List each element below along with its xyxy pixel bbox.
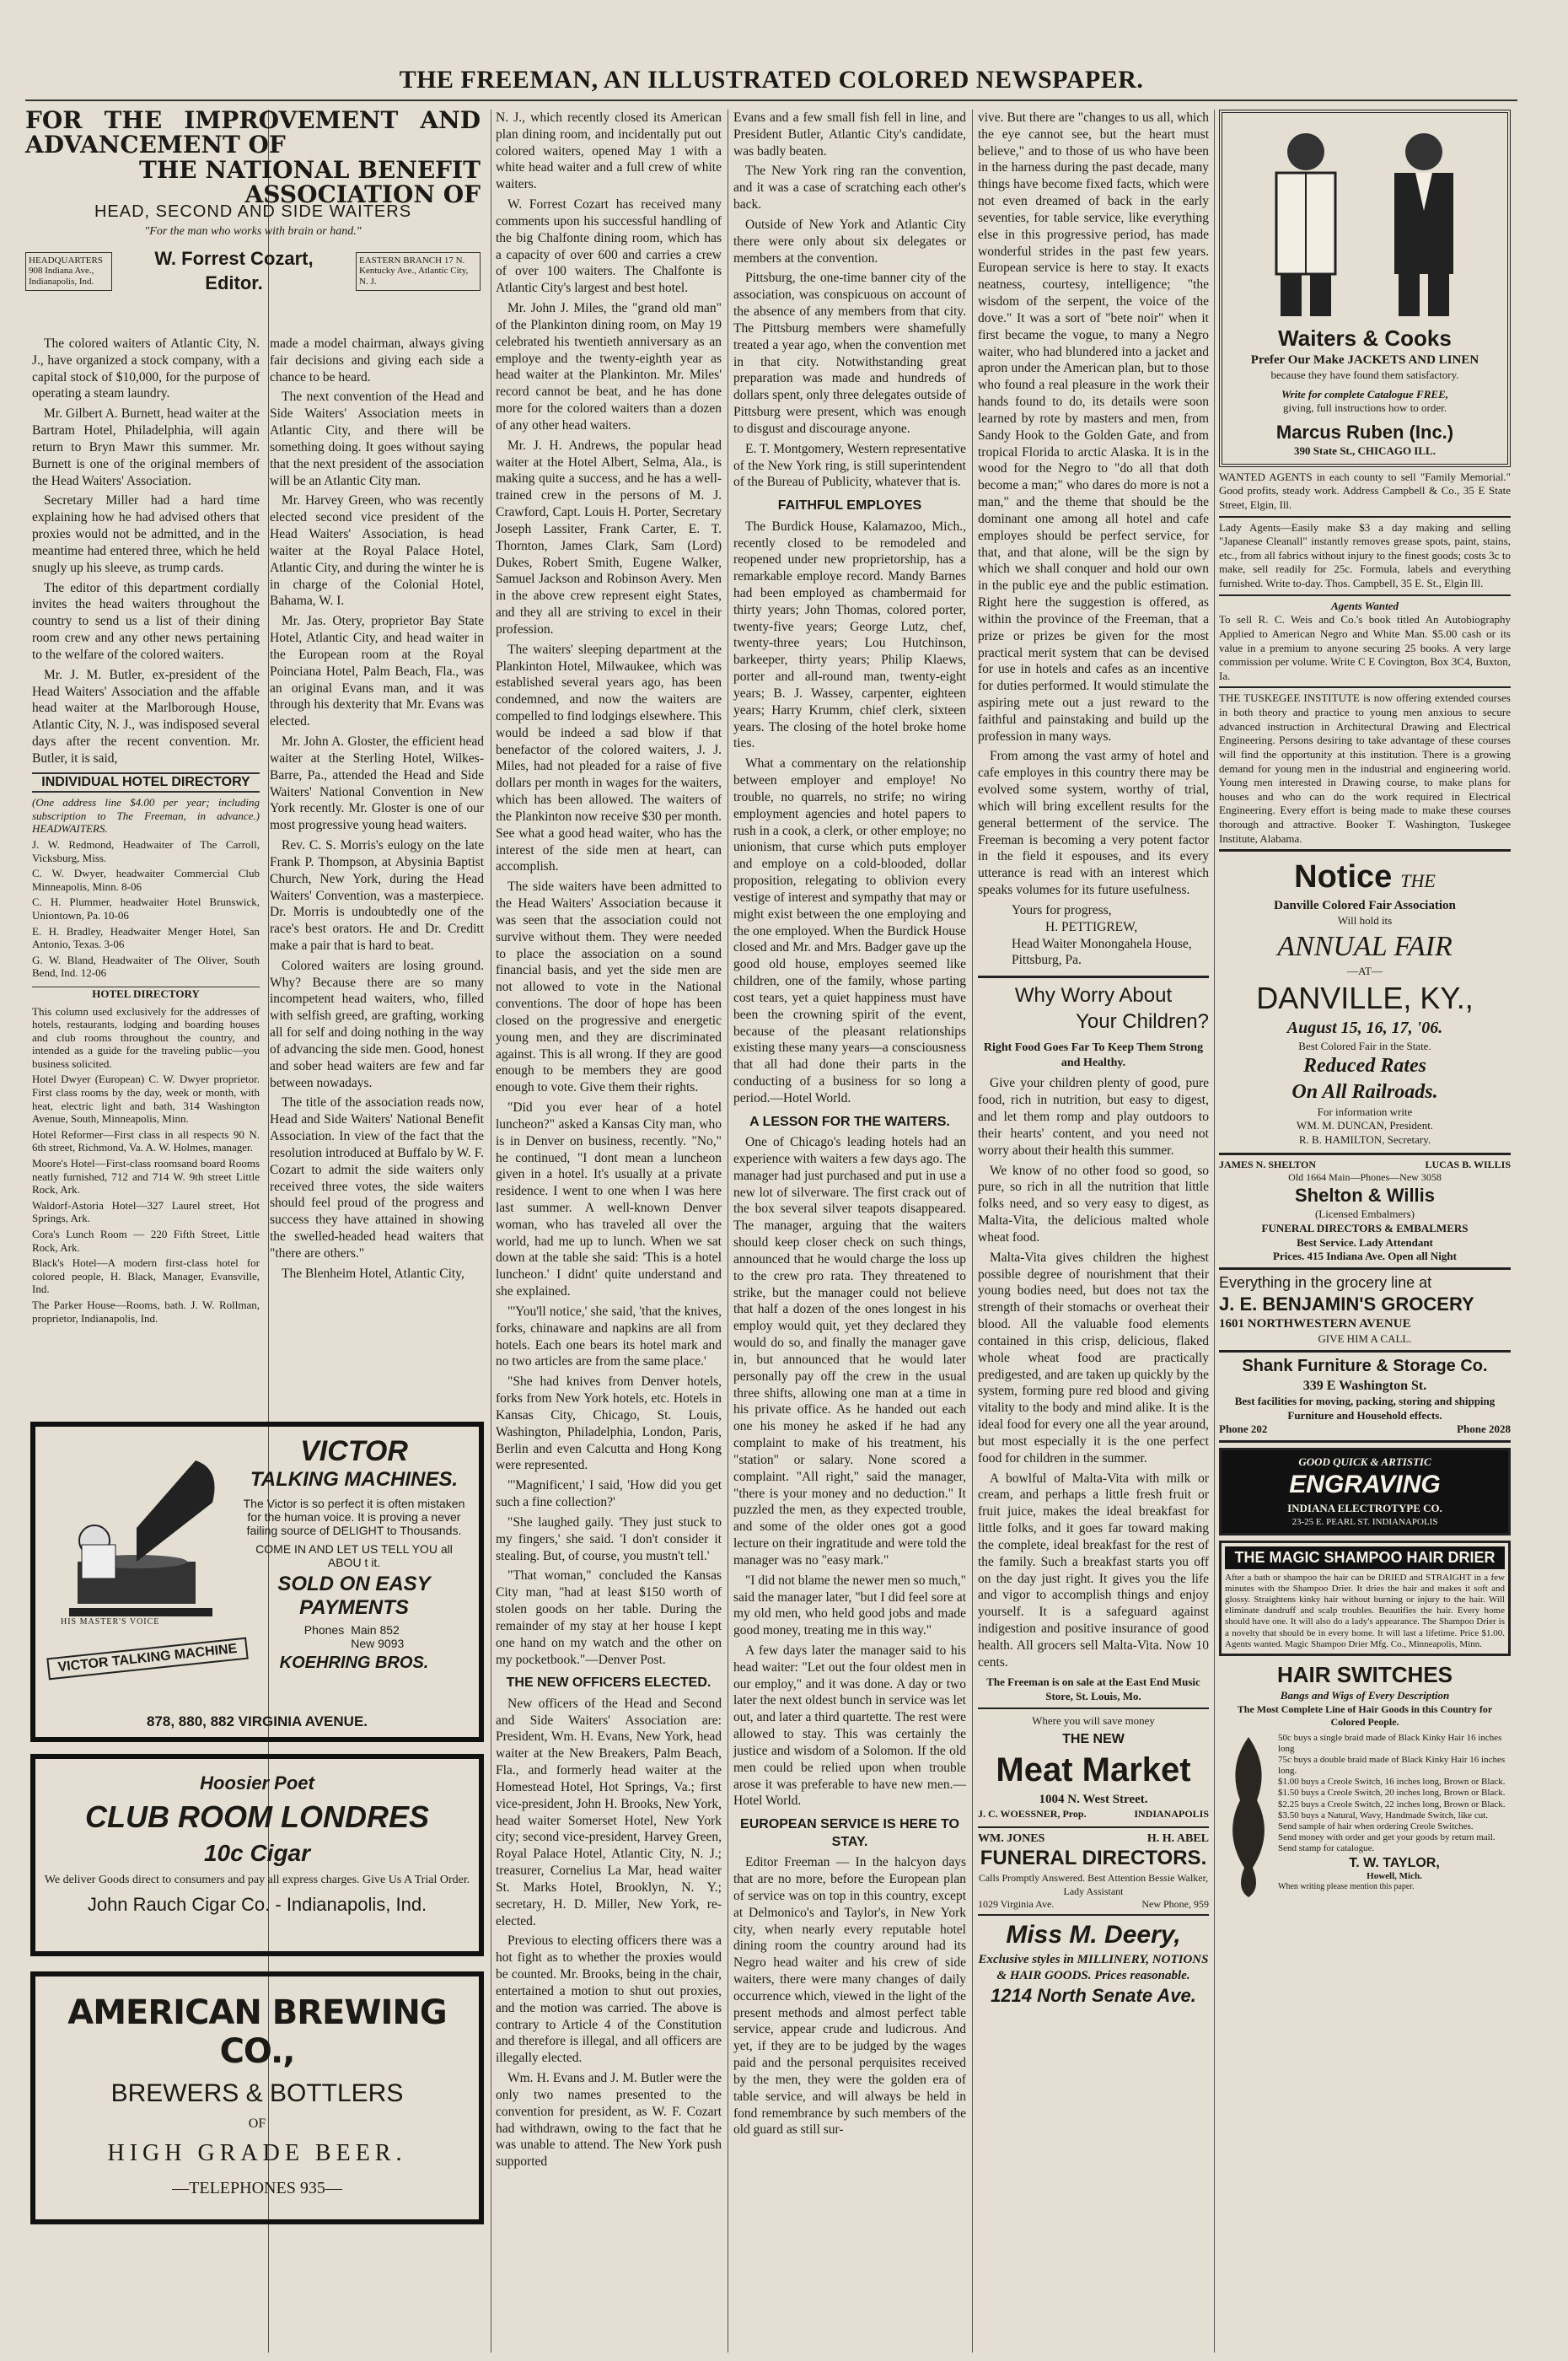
engraving-address: 23-25 E. PEARL ST. INDIANAPOLIS — [1291, 1516, 1438, 1527]
shampoo-description: After a bath or shampoo the hair can be DRIED and STRAIGHT in a few minutes with the Shampoo Drier. It dries the hair and makes it soft and glossy. Straightens kinky hair without burning or injury to the hair. Will eliminate dandruff and scalp troubles. Beautifies the hair. Every home should have one. It will also do a lady's appearance. The Shampoo Drier is a novelty that should be in every home. It will last a lifetime. Price $1.00. Agents wanted. Magic Shampoo Drier Mfg. Co., Minneapolis, Minn. — [1225, 1572, 1505, 1649]
eastern-branch-box: EASTERN BRANCH 17 N. Kentucky Ave., Atlantic City, N. J. — [356, 252, 481, 291]
individual-directory — [32, 796, 260, 980]
malta-vita-ad — [978, 976, 1209, 1670]
funeral-title: FUNERAL DIRECTORS. — [980, 1847, 1207, 1870]
directory-entry: C. H. Plummer, headwaiter Hotel Brunswick, Uniontown, Pa. 10-06 — [32, 895, 260, 922]
article-paragraph: The waiters' sleeping department at the Plankinton Hotel, Milwaukee, which was established several years ago, has been condemned, and now the waiters are compelled to find lodgings elsewhere. This would be indeed a sad blow if that benefactor of the colored waiters, J. J. Miles, had not pleaded for a raise of five dollars per month in wages for the waiters, which has been allowed. The waiters of the Plankinton now receive $30 per month. See what a good head waiter, who has the interest of the side men at heart, can accomplish. — [496, 642, 722, 874]
funeral-name-2: H. H. ABEL — [1146, 1831, 1209, 1845]
article-heading: FAITHFUL EMPLOYES — [777, 498, 922, 514]
hotel-entry: Hotel Dwyer (European) C. W. Dwyer proprietor. First class rooms by the day, week or month, with heat, electric light and bath, 314 Washington Avenue, South, Minneapolis, Minn. — [32, 1073, 260, 1126]
hair-line: The Most Complete Line of Hair Goods in this Country for Colored People. — [1237, 1702, 1493, 1729]
cigar-ad — [30, 1754, 484, 1956]
article-paragraph: Mr. Harvey Green, who was recently elected second vice president of the Head Waiters' Association, is head waiter at the Royal Palace Hotel, Atlantic City, and during the winter he is in charge of the Colonial Hotel, Bahama, W. I. — [270, 493, 484, 609]
hair-switch-icon — [1219, 1733, 1278, 1901]
engraving-tagline: GOOD QUICK & ARTISTIC — [1298, 1455, 1431, 1468]
signature-title: Head Waiter Monongahela House, Pittsburg, Pa. — [1012, 936, 1192, 968]
article-heading: A LESSON FOR THE WAITERS. — [749, 1114, 950, 1129]
brewing-ad — [30, 1971, 484, 2224]
article-paragraph: Evans and a few small fish fell in line, and President Butler, Atlantic City's candidate, was badly beaten. — [733, 110, 966, 159]
waiters-cooks-title: Waiters & Cooks — [1278, 325, 1452, 351]
article-paragraph: The Burdick House, Kalamazoo, Mich., recently closed to be remodeled and reopened under new proprietorship, has a remarkable employe record. Mandy Barnes had been employed as chambermaid for thirty years; John Thomas, colored porter, twenty-five years; George Lutz, chef, twenty-three years; Lou Hutchinson, barkeeper, thirty years; Philip Klaews, porter and all-round man, twenty-eight years; B. J. Wassey, carpenter, eighteen years; Harry Krumm, chief clerk, sixteen years. The closing of the hotel broke home ties. — [733, 519, 966, 751]
hair-seller-city: Howell, Mich. — [1367, 1870, 1422, 1881]
sw-service: Best Service. Lady Attendant — [1297, 1235, 1433, 1249]
column-rule — [1214, 110, 1215, 2353]
masthead: THE FREEMAN, AN ILLUSTRATED COLORED NEWSPAPER. — [25, 66, 1517, 101]
shank-address: 339 E Washington St. — [1302, 1378, 1427, 1393]
meat-market-ad — [978, 1714, 1209, 1828]
phone-new: New 9093 — [351, 1637, 405, 1650]
article-paragraph: Editor Freeman — In the halcyon days that are no more, before the European plan of service was on top in this country, except at Delmonico's and Taylor's, in New York city, when nearly every reputable hotel dining room the country around had its Negro head waiter and his crew of side waiters, there were many changes of daily occurrence which, viewed in the light of the present methods and almost perfect table service, appear crude and ludicrous. And yet, if they are to be judged by the wages paid and the personal perquisites received by the men, they were the golden era of table service, and will always be held in fond remembrance by such members of the old guard as still sur- — [733, 1855, 966, 2138]
grocery-tagline: Everything in the grocery line at — [1219, 1273, 1432, 1291]
his-masters-voice-caption: HIS MASTER'S VOICE — [61, 1617, 160, 1627]
shank-description: Best facilities for moving, packing, storing and shipping Furniture and Household effects. — [1234, 1394, 1496, 1422]
hair-item: $2.25 buys a Creole Switch, 22 inches long, Brown or Black. — [1278, 1799, 1506, 1810]
article-paragraph: The colored waiters of Atlantic City, N. J., have organized a stock company, with a capital stock of $10,000, for the purpose of operating a steam laundry. — [32, 336, 260, 401]
agents-wanted-title: Agents Wanted — [1330, 599, 1399, 612]
cigar-delivery-note: We deliver Goods direct to consumers and pay all express charges. Give Us A Trial Order. — [44, 1874, 470, 1886]
victor-title: VICTOR — [300, 1435, 408, 1467]
danville-fair-ad — [1219, 852, 1511, 1154]
hotel-entry: Waldorf-Astoria Hotel—327 Laurel street, Hot Springs, Ark. — [32, 1198, 260, 1225]
article-paragraph: Mr. John A. Gloster, the efficient head waiter at the Sterling Hotel, Wilkes-Barre, Pa., attended the Head and Side Waiters' National Convention in New York recently. Mr. Gloster is one of our most progressive young head waiters. — [270, 734, 484, 833]
directory-entry: C. W. Dwyer, headwaiter Commercial Club Minneapolis, Minn. 8-06 — [32, 867, 260, 893]
article-paragraph: Previous to electing officers there was a hot fight as to whether the proxies would be counted. Mr. Brooks, being in the chair, entertained a motion to shut out proxies, and the motion was carried. The above is contrary to Article 4 of the Constitution and therefore is illegal, and all officers are illegally elected. — [496, 1933, 722, 2066]
notice-the: THE — [1400, 870, 1436, 892]
department-subtitle: HEAD, SECOND AND SIDE WAITERS — [94, 202, 412, 221]
column-3 — [496, 110, 722, 2353]
fair-will-hold: Will hold its — [1337, 914, 1393, 928]
hair-item: $1.00 buys a Creole Switch, 16 inches long, Brown or Black. — [1278, 1777, 1506, 1788]
fair-at: —AT— — [1347, 965, 1383, 978]
freeman-sale-notice: The Freeman is on sale at the East End Music Store, St. Louis, Mo. — [978, 1675, 1209, 1708]
marcus-ruben-name: Marcus Ruben (Inc.) — [1275, 421, 1454, 443]
hotel-entry: The Parker House—Rooms, bath. J. W. Rollman, proprietor, Indianapolis, Ind. — [32, 1298, 260, 1325]
victor-address: 878, 880, 882 VIRGINIA AVENUE. — [146, 1713, 368, 1729]
article-paragraph: Mr. John J. Miles, the "grand old man" of the Plankinton dining room, on May 19 celebrated his twentieth anniversary as an employe and the twenty-eighth year as head waiter at the Plankinton. Mr. Miles' record cannot be beat, and he has done more for the colored waiters than a dozen of any other head waiters. — [496, 301, 722, 433]
article-paragraph: "I did not blame the newer men so much," said the manager later, "but I did feel sore at my old men, who held good jobs and made good money, treating me in this way." — [733, 1573, 966, 1638]
article-paragraph: Wm. H. Evans and J. M. Butler were the only two names presented to the convention for president, as W. F. Cozart had withdrawn, owing to the fact that he was unable to attend. The New York push supported — [496, 2071, 722, 2170]
column-2 — [270, 336, 484, 1400]
column-4 — [733, 110, 966, 2353]
column-1-body — [32, 336, 260, 1408]
grocery-name: J. E. BENJAMIN'S GROCERY — [1219, 1293, 1474, 1315]
millinery-address: 1214 North Senate Ave. — [991, 1985, 1196, 2007]
article-paragraph: The next convention of the Head and Side Waiters' Association meets in Atlantic City, and there will be something doing. It goes without saying that the next president of the association will be an Atlantic City man. — [270, 390, 484, 488]
phones-label: Phones — [303, 1623, 345, 1637]
article-paragraph: "That woman," concluded the Kansas City man, "had at least $150 worth of stolen goods on her table. During the remainder of my stay at her house I kept one hand on my watch and the other on my pocketbook."—Denver Post. — [496, 1568, 722, 1667]
fair-best: Best Colored Fair in the State. — [1298, 1039, 1431, 1052]
signature-closing: Yours for progress, — [1012, 902, 1112, 917]
article-paragraph: Give your children plenty of good, pure food, rich in nutrition, but easy to digest, and let them romp and play outdoors to their hearts' content, and you need not worry about their health this summer. — [978, 1076, 1209, 1158]
article-paragraph: A bowlful of Malta-Vita with milk or cream, and perhaps a little fresh fruit or fruit juice, makes the ideal breakfast for little folks, and it goes far toward making the complete, ideal breakfast for the rest of the family. Such a breakfast starts you off on the day just right. It gives you the life and vigor to accomplish things and enjoy yourself. It is a safeguard against indigestion and positive insurance of good health. All grocers sell Malta-Vita. Now 10 cents. — [978, 1471, 1209, 1670]
fair-rates: Reduced Rates — [1303, 1055, 1426, 1078]
hotel-entry: Hotel Reformer—First class in all respects 90 N. 6th street, Richmond, Va. A. W. Holmes, manager. — [32, 1127, 260, 1154]
article-paragraph: "She had knives from Denver hotels, forks from New York hotels, etc. Hotels in Kansas City, Chicago, St. Louis, Washington, Philadelphia, London, Paris, Berlin and even Calcutta and Hong Kong were represented. — [496, 1374, 722, 1473]
article-paragraph: N. J., which recently closed its American plan dining room, and incidentally put out colored waiters, opened May 1 with a white head waiter and a full crew of white waiters. — [496, 110, 722, 192]
shank-phone-1: Phone 202 — [1219, 1423, 1268, 1436]
millinery-ad — [978, 1916, 1209, 2008]
column-5 — [978, 110, 1209, 2353]
cigar-company: John Rauch Cigar Co. - Indianapolis, Ind. — [87, 1894, 427, 1915]
article-paragraph: Malta-Vita gives children the highest possible degree of nourishment that their young bodies need, but does not tax the strength of their stomachs or overheat their blood. All the valuable food elements contained in this crisp, delicious, flaked whole wheat food are practically predigested, and are taken up quickly by the system, forming pure red blood and giving vitality to the body and mind alike. It is the ideal food for every one all the year around, but most especially it is the one perfect food for children in the summer. — [978, 1250, 1209, 1466]
signature-name: H. PETTIGREW, — [1045, 919, 1138, 934]
marcus-ruben-address: 390 State St., CHICAGO ILL. — [1294, 444, 1436, 458]
waiters-cooks-text: because they have found them satisfactory. — [1270, 368, 1459, 382]
victor-description: The Victor is so perfect it is often mistaken for the human voice. It is proving a never failing source of DELIGHT to Thousands. — [243, 1497, 465, 1537]
hotel-entry: Black's Hotel—A modern first-class hotel for colored people, H. Black, Manager, Evansville, Ind. — [32, 1256, 260, 1296]
article-paragraph: Mr. J. M. Butler, ex-president of the Head Waiters' Association and the affable head waiter at the Marlborough House, Atlantic City, N. J., was indisposed several days after the recent convention. Mr. Butler, it is said, — [32, 667, 260, 766]
lady-agents-ad: Lady Agents—Easily make $3 a day making and selling "Japanese Cleanall" instantly removes grease spots, paint, stains, etc., from all fabrics without injury to the finest goods; costs 3c to make, sell readily for 25c. Formula, labels and everything furnished. Write to-day. Thos. Campbell, 35 E. St., Elgin Ill. — [1219, 518, 1511, 596]
article-heading: EUROPEAN SERVICE IS HERE TO STAY. — [740, 1817, 959, 1849]
waiters-instructions: giving, full instructions how to order. — [1283, 401, 1447, 415]
column-rule — [972, 110, 973, 2353]
shampoo-drier-ad — [1219, 1541, 1511, 1656]
article-paragraph: From among the vast army of hotel and cafe employes in this country there may be evolved some system, worthy of trial, which will bring excellent results for the general betterment of the service. The Freeman is becoming a very potent factor in the field it espouses, and its every utterance is read with an interest which speaks volumes for its future usefulness. — [978, 749, 1209, 898]
hotel-directory-title: INDIVIDUAL HOTEL DIRECTORY — [32, 772, 260, 793]
article-paragraph: The New York ring ran the convention, and it was a case of scratching each other's back. — [733, 164, 966, 212]
fair-title: ANNUAL FAIR — [1277, 930, 1453, 962]
article-paragraph: The Blenheim Hotel, Atlantic City, — [282, 1266, 464, 1281]
sw-funeral-directors: FUNERAL DIRECTORS & EMBALMERS — [1261, 1222, 1469, 1235]
article-paragraph: "She laughed gaily. 'They just stuck to my fingers,' she said. 'I don't consider it stealing. But, of course, you mustn't tell.' — [496, 1514, 722, 1563]
millinery-description: Exclusive styles in MILLINERY, NOTIONS & HAIR GOODS. Prices reasonable. — [978, 1952, 1209, 1982]
article-paragraph: "'You'll notice,' she said, 'that the knives, forks, chinaware and napkins are all from hotels. Each one bears its hotel mark and no two articles are from the same place.' — [496, 1304, 722, 1369]
millinery-name: Miss M. Deery, — [1006, 1921, 1181, 1950]
shank-name: Shank Furniture & Storage Co. — [1242, 1356, 1488, 1375]
directory-entry: G. W. Bland, Headwaiter of The Oliver, South Bend, Ind. 12-06 — [32, 953, 260, 980]
fair-info: For information write — [1317, 1105, 1413, 1118]
victor-ad — [30, 1422, 484, 1742]
hotel-directory-note: This column used exclusively for the addresses of hotels, restaurants, lodging and boarding houses and club rooms throughout the country, and intended as a guide for the traveling public—you business solicited. — [32, 1004, 260, 1070]
fair-railroads: On All Railroads. — [1291, 1080, 1438, 1103]
article-paragraph: A few days later the manager said to his head waiter: "Let out the four oldest men in our employ," and it was done. A day or two later the next oldest bunch in service was let out, and later a third quartette. The rest were allowed to stay. This was certainly the justice and wisdom of a Solomon. If the old men could be relied upon when trouble arose it was preferable to have new men.—Hotel World. — [733, 1643, 966, 1809]
article-paragraph: E. T. Montgomery, Western representative of the New York ring, is still superintendent of the Bureau of Publicity, whatever that is. — [733, 441, 966, 490]
agents-wanted-ad: WANTED AGENTS in each county to sell "Family Memorial." Good profits, steady work. Address Campbell & Co., 35 E State Street, Elgin, Ill. — [1219, 467, 1511, 518]
meat-proprietor: J. C. WOESSNER, Prop. — [978, 1808, 1087, 1820]
directory-entry: E. H. Bradley, Headwaiter Menger Hotel, San Antonio, Texas. 3-06 — [32, 924, 260, 951]
cigar-price: 10c Cigar — [203, 1840, 311, 1866]
article-paragraph: One of Chicago's leading hotels had an experience with waiters a few days ago. The manager had just purchased and put in use a new lot of silverware. The first crack out of the box several silver teapots disappeared. The manager, arguing that the waiters should keep closer check on such things, announced that he would charge the loss up to the crew pro rata. They threatened to strike, but the manager could not believe that half a dozen of the ones longest in his employ would quit, yet they declared they would do so, and finally the manager gave in, but announced that he would later personally pay off the crew in the usual three shifts, allowing one man at a time in his private office. As he handed out each one his money he asked if he had any complaint to make of his treatment, his "station" or salary. None scored a complaint. "All right," said the manager, "there is your money and no deduction." It puzzled the men, as they expected trouble, and some of the older ones got a good lecture on their ingratitude and were told the manager was no "easy mark." — [733, 1135, 966, 1568]
ad-subheadline: Right Food Goes Far To Keep Them Strong and Healthy. — [983, 1041, 1204, 1069]
ad-headline: Why Worry About — [1014, 984, 1173, 1008]
victor-easy-payments: SOLD ON EASY PAYMENTS — [277, 1573, 431, 1619]
article-paragraph: "Did you ever hear of a hotel luncheon?" asked a Kansas City man, who is in Denver on business, recently. "No," he continued, "I dont mean a luncheon given in a hotel. It's usually at a private residence. I went to one when I was here last summer. A well-known Denver woman, who has traveled all over the world, had me up to lunch. When we sat down at the table she said: 'This is a hotel luncheon.' I didnt' quite understand and she explained. — [496, 1100, 722, 1299]
gramophone-dog-icon — [44, 1435, 229, 1646]
sw-phones: Old 1664 Main—Phones—New 3058 — [1288, 1170, 1442, 1183]
meat-city: INDIANAPOLIS — [1134, 1808, 1209, 1820]
hair-seller: T. W. TAYLOR, — [1349, 1855, 1440, 1870]
article-paragraph: "'Magnificent,' I said, 'How did you get such a fine collection?' — [496, 1478, 722, 1510]
engraving-ad — [1219, 1448, 1511, 1535]
article-paragraph: W. Forrest Cozart has received many comments upon his successful handling of the big Chalfonte dining room, which has a capacity of over 600 and carries a crew of over 100 waiters. The Chalfonte is Atlantic City's largest and best hotel. — [496, 197, 722, 296]
funeral-directors-ad — [978, 1828, 1209, 1917]
hair-item: 50c buys a single braid made of Black Kinky Hair 16 inches long — [1278, 1732, 1502, 1754]
hair-subtitle: Bangs and Wigs of Every Description — [1280, 1689, 1450, 1702]
meat-the-new: THE NEW — [1062, 1732, 1125, 1747]
article-paragraph: The editor of this department cordially invites the head waiters throughout the country to send us a list of their dining room crew and any other news pertaining to the welfare of the colored waiters. — [32, 580, 260, 662]
ad-headline: Your Children? — [1076, 1009, 1209, 1033]
waiters-cooks-ad — [1219, 110, 1511, 467]
fair-location: DANVILLE, KY., — [1256, 980, 1474, 1015]
article-paragraph: Mr. Gilbert A. Burnett, head waiter at the Bartram Hotel, Philadelphia, will again return to Bryn Mawr this summer. Mr. Burnett is one of the original members of the Head Waiters' Association. — [32, 406, 260, 488]
banner-line-1: FOR THE IMPROVEMENT AND ADVANCEMENT OF — [25, 106, 481, 159]
waiters-illustration-icon — [1230, 118, 1500, 320]
funeral-address: 1029 Virginia Ave. — [978, 1897, 1055, 1910]
cigar-name: CLUB ROOM LONDRES — [85, 1799, 429, 1834]
meat-address: 1004 N. West Street. — [1039, 1793, 1148, 1806]
brewing-product: HIGH GRADE BEER. — [107, 2140, 407, 2166]
funeral-name-1: WM. JONES — [978, 1831, 1045, 1845]
sw-name-2: LUCAS B. WILLIS — [1425, 1158, 1511, 1170]
brewing-subtitle: BREWERS & BOTTLERS — [110, 2079, 404, 2107]
article-heading: THE NEW OFFICERS ELECTED. — [506, 1675, 712, 1691]
article-paragraph: What a commentary on the relationship between employer and employe! No trouble, no quarrels, no strife; no wiring employment agencies and hotel papers to rush in a cook, a clerk, or other employe; no unionism, that curse which puts employer and employe on a cold-blooded, dollar proposition, relegating to oblivion every vestige of interest and sympathy that may or might exist between the one employing and the one employed. When the Burdick House closed and Mr. and Mrs. Badger gave up the good old house, employes seemed like children, one of the family, whose parting cost tears, yet a quiet happiness must have been the crowning spirit of the event, because of the pleasant relationships existing these many years—a consciousness that all had done their parts in the conducting of a business for so long a period.—Hotel World. — [733, 756, 966, 1105]
meat-market-title: Meat Market — [996, 1751, 1191, 1788]
hair-mention: When writing please mention this paper. — [1278, 1881, 1415, 1891]
engraving-company: INDIANA ELECTROTYPE CO. — [1287, 1501, 1442, 1514]
phone-main: Main 852 — [351, 1623, 400, 1637]
funeral-service: Calls Promptly Answered. Best Attention Bessie Walker, Lady Assistant — [978, 1872, 1209, 1897]
headquarters-box: HEADQUARTERS 908 Indiana Ave., Indianapolis, Ind. — [25, 252, 112, 291]
article-paragraph: Mr. Jas. Otery, proprietor Bay State Hotel, Atlantic City, and head waiter in the European room at the Royal Poinciana Hotel, Palm Beach, Fla., was an original Evans man, and it was through his dexterity that Mr. Evans was elected. — [270, 614, 484, 729]
fair-dates: August 15, 16, 17, '06. — [1286, 1019, 1443, 1038]
hotel-directory-heading: HOTEL DIRECTORY — [32, 987, 260, 1002]
notice-title: Notice — [1294, 859, 1393, 895]
shampoo-title: THE MAGIC SHAMPOO HAIR DRIER — [1225, 1546, 1505, 1569]
directory-note: (One address line $4.00 per year; including subscription to The Freeman, in advance.) HEADWAITERS. — [32, 796, 260, 836]
hair-item: $1.50 buys a Creole Switch, 20 inches long, Brown or Black. — [1278, 1788, 1506, 1799]
column-6 — [1219, 110, 1511, 2353]
article-paragraph: The side waiters have been admitted to the Head Waiters' Association because it was seen that the association could not survive without them. They were needed to place the association on a sound financial basis, and yet the side men are not allowed to vote in the National conventions. The door of hope has been closed on the progressive and energetic young men, and they are discriminated against. This is all wrong. If they are good enough to be members they are good enough to vote. Give them their rights. — [496, 879, 722, 1095]
article-paragraph: vive. But there are "changes to us all, which the eye cannot see, but the heart must believe," and to those of us who have been in the harness during the past decade, many things have become fixed facts, which were not even dreamed of back in the early seventies, for table service, like everything else in this progressive period, has made wonderful strides in the past few years. European service is here to stay. It exacts neatness, courtesy, intelligence; "the wisdom of the serpent, the voice of the dove." It was a sort of "bete noir" when it first became the vogue, to many a Negro waiter, who had blundered into a jacket and apron under the American plan, but to those who found a real pleasure in the work their hands found to do, its details were soon learned by rote by masters and men, from Sandy Hook to the Golden Gate, and from tropical Florida to arctic Alaska. It is in the wood for the Negro to "do all that doth become a man;" who dares do more is not a man," and the theme that should be the dominant one among all hotel and cafe employes should be perfect service, for that, and that alone, will be the sign by which we shall conquer and hold our own in the public eye and the public estimation. Right here the suggestion is offered, as within the province of the Freeman, that a prize or prizes be given for the most practical merit system that can be devised for use in hotels and cafes as an incentive for duties performed. It would stimulate the aspiring mete out a just reward to the faithful and painstaking and build up the profession in many ways. — [978, 110, 1209, 744]
sw-embalmers: (Licensed Embalmers) — [1314, 1207, 1415, 1221]
fair-president: WM. M. DUNCAN, President. — [1296, 1119, 1434, 1132]
article-paragraph: The title of the association reads now, Head and Side Waiters' National Benefit Association. In view of the fact that the resolution introduced at Buffalo by W. F. Cozart to admit the side waiters only received three votes, the side waiters should feel proud of the progress and success they have attained in showing the swelled-headed head waiters that "there are others." — [270, 1095, 484, 1261]
meat-tagline: Where you will save money — [1032, 1713, 1155, 1727]
department-banner — [25, 108, 481, 207]
hair-item: $3.50 buys a Natural, Wavy, Handmade Switch, like cut. — [1278, 1810, 1489, 1820]
motto: "For the man who works with brain or hand." — [144, 225, 362, 238]
shelton-willis-ad — [1219, 1155, 1511, 1270]
funeral-phone: New Phone, 959 — [1141, 1897, 1209, 1910]
hair-switches-ad — [1219, 1661, 1511, 1901]
shank-furniture-ad — [1219, 1353, 1511, 1443]
victor-subtitle: TALKING MACHINES. — [250, 1468, 459, 1491]
waiters-cooks-sub: Prefer Our Make JACKETS AND LINEN — [1250, 352, 1479, 367]
directory-entry: J. W. Redmond, Headwaiter of The Carroll, Vicksburg, Miss. — [32, 837, 260, 864]
fair-secretary: R. B. HAMILTON, Secretary. — [1298, 1132, 1431, 1146]
department-subhead — [25, 202, 481, 295]
brewing-of: OF — [248, 2116, 266, 2131]
hair-item: 75c buys a double braid made of Black Kinky Hair 16 inches long. — [1278, 1754, 1506, 1777]
waiters-catalogue: Write for complete Catalogue FREE, — [1281, 387, 1448, 401]
sw-prices: Prices. 415 Indiana Ave. Open all Night — [1273, 1250, 1457, 1263]
grocery-ad — [1219, 1270, 1511, 1353]
article-paragraph: Rev. C. S. Morris's eulogy on the late Frank P. Thompson, at Abysinia Baptist Church, New York, during the Head Waiters' Convention, was a masterpiece. Dr. Morris is undoubtedly one of the race's best orators. He and Dr. Creditt make a pair that is hard to beat. — [270, 838, 484, 953]
cigar-brand-line: Hoosier Poet — [200, 1772, 314, 1794]
article-paragraph: Secretary Miller had a hard time explaining how he had advised others that proxies would not be admitted, and in the meantime had entered three, which he held snugly up his sleeve, as trump cards. — [32, 493, 260, 575]
article-paragraph: Outside of New York and Atlantic City there were only about six delegates or members at the convention. — [733, 217, 966, 266]
hotel-entry: Moore's Hotel—First-class roomsand board Rooms neatly furnished, 712 and 714 W. 9th street Little Rock, Ark. — [32, 1157, 260, 1197]
victor-seller: KOEHRING BROS. — [279, 1654, 429, 1672]
grocery-call: GIVE HIM A CALL. — [1318, 1332, 1412, 1346]
letter-signature — [978, 902, 1209, 969]
article-paragraph: Colored waiters are losing ground. Why? Because there are so many incompetent head waiters, who, filled with selfish greed, are grafting, working all for self and doing nothing in the way of advancing the side men. Good, honest and sober head waiters are few and far between nowadays. — [270, 958, 484, 1090]
banner-line-2: THE NATIONAL BENEFIT ASSOCIATION OF — [138, 155, 481, 209]
victor-brand-banner: VICTOR TALKING MACHINE — [46, 1638, 248, 1681]
article-paragraph: New officers of the Head and Second and Side Waiters' Association are: President, Wm. H. Evans, New York, head waiter at the New Breakers, Palm Beach, Fla., and formerly head waiter at the Homestead Hotel, Hot Springs, Va.; first vice-president, John H. Brooks, New York, head waiter Somerset Hotel, New York city; second vice-president, Harvey Green, Royal Palace Hotel, Atlantic City, N. J.; treasurer, Cornelius La Mar, head waiter St. Marks Hotel, Brooklyn, N. Y.; secretary, H. D. Miller, New York, re-elected. — [496, 1696, 722, 1928]
tuskegee-ad: THE TUSKEGEE INSTITUTE is now offering extended courses in both theory and practice to young men anxious to secure advanced instruction in Architectural Drawing and Electrical Engineering. Persons desiring to take advantage of these courses will find the opportunity at this institution. There is a growing demand for young men in the industrial and engineering world. Young men interested in Drawing course, to make plans for houses and who can do the work required in Electrical Engineering. Every effort is being made to make these courses thorough and attractive. Booker T. Washington, Tuskegee Institute, Alabama. — [1219, 688, 1511, 852]
editor-name: W. Forrest Cozart, Editor. — [154, 248, 314, 293]
victor-illustration — [44, 1435, 238, 1673]
hotel-entry: Cora's Lunch Room — 220 Fifth Street, Little Rock, Ark. — [32, 1228, 260, 1254]
brewing-company-name: AMERICAN BREWING CO., — [67, 1993, 447, 2071]
hair-sample-note: Send sample of hair when ordering Creole Switches. — [1278, 1821, 1474, 1832]
hotel-directory-list — [32, 1005, 260, 1326]
sw-name-1: JAMES N. SHELTON — [1219, 1158, 1317, 1170]
agents-wanted-book-ad: To sell R. C. Weis and Co.'s book titled An Autobiography Applied to American Negro and White Man. $5.00 cash or its value in a premium to anyone securing 25 books. A very large commission per volume. Write C E Covington, Box 3C4, Buxton, Ia. — [1219, 613, 1511, 688]
engraving-title: ENGRAVING — [1289, 1471, 1441, 1499]
article-paragraph: We know of no other food so good, so pure, so rich in all the nutrition that little folks need, and so very easy to digest, as Malta-Vita, the delicious malted whole wheat food. — [978, 1163, 1209, 1245]
victor-come-in: COME IN AND LET US TELL YOU all ABOU t it. — [255, 1542, 453, 1569]
sw-title: Shelton & Willis — [1294, 1185, 1436, 1207]
article-paragraph: Pittsburg, the one-time banner city of the association, was conspicuous on account of the absence of any members from that city. The Pittsburg members were shamefully treated a year ago, when the convention met in that city. Notwithstanding great preparation was made and hundreds of dollars spent, only three delegates outside of Pittsburg were present, which was enough to disgust and discourage anyone. — [733, 271, 966, 436]
grocery-address: 1601 NORTHWESTERN AVENUE — [1219, 1317, 1411, 1331]
article-paragraph: Mr. J. H. Andrews, the popular head waiter at the Hotel Albert, Selma, Ala., is making quite a success, and he has a well-trained crew in the persons of M. J. Crawford, Capt. Louis H. Porter, Secretary Joseph Lassiter, Frank Carter, E. T. Thornton, James Clark, Sam (Lord) Dukes, Robert Smith, Eugene Walker, Samuel Jackson and Robinson Avery. Men in the above crew represent eight States, and they all are striving to excel in their profession. — [496, 438, 722, 637]
shank-phone-2: Phone 2028 — [1457, 1423, 1511, 1436]
fair-association: Danville Colored Fair Association — [1274, 898, 1456, 912]
hair-order-note: Send money with order and get your goods by return mail. Send stamp for catalogue. — [1278, 1832, 1496, 1854]
hair-title: HAIR SWITCHES — [1277, 1661, 1453, 1687]
brewing-telephones: —TELEPHONES 935— — [172, 2179, 342, 2197]
article-paragraph: made a model chairman, always giving fair decisions and giving each side a chance to be heard. — [270, 336, 484, 385]
